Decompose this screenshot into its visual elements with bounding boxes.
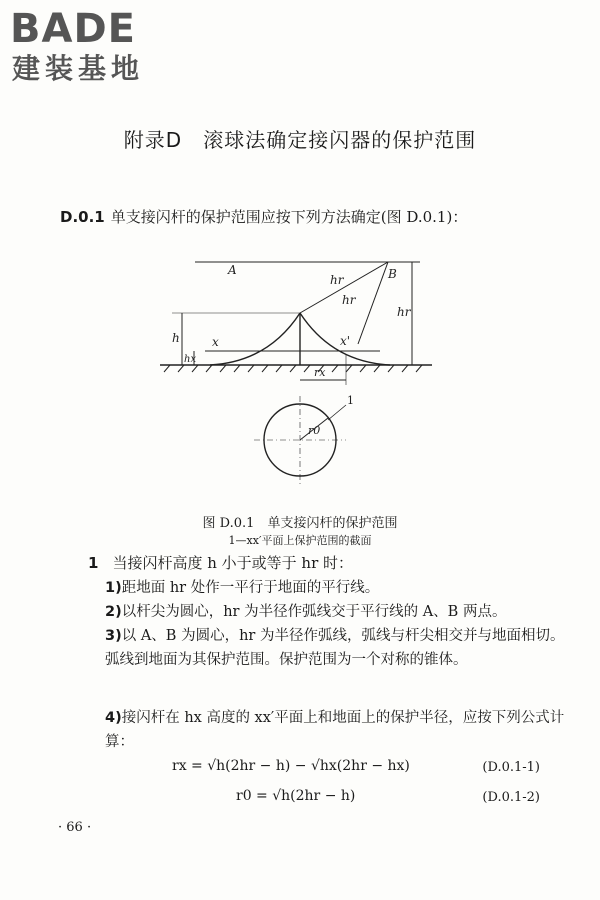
subitem-text: 接闪杆在 hx 高度的 xx′平面上和地面上的保护半径，应按下列公式计算： [105,710,565,750]
subitem-3 [105,624,565,672]
clause-number: D.0.1 [60,208,105,226]
label-A: A [228,263,237,277]
subitem-text: 以杆尖为圆心，hr 为半径作弧线交于平行线的 A、B 两点。 [121,604,507,620]
clause-text: 单支接闪杆的保护范围应按下列方法确定(图 D.0.1)： [110,208,468,226]
label-1: 1 [347,394,354,407]
label-hr-2: hr [342,293,356,307]
clause-d01 [60,206,467,227]
subitem-number: 3) [105,628,122,644]
label-h: h [172,331,180,345]
subitem-number: 1) [105,580,122,596]
formula-2: r0 = √h(2hr − h) [236,788,356,804]
leader-line-1 [328,405,346,420]
protection-range-diagram [150,240,440,490]
subitem-text: 距地面 hr 处作一平行于地面的平行线。 [121,580,380,596]
ground-hatching [164,365,422,372]
subitem-number: 4) [105,710,122,726]
radius-line-ground [358,262,388,344]
logo-brand: BADE [10,6,136,52]
label-hr-3: hr [397,305,411,319]
label-x: x [212,335,219,349]
logo-subtitle: 建装基地 [12,52,145,84]
figure-subcaption: 1—xx′平面上保护范围的截面 [228,534,372,547]
formula-1: rx = √h(2hr − h) − √hx(2hr − hx) [172,758,410,774]
left-arc [210,313,300,365]
label-rx: rx [314,366,326,379]
label-hx: hx [184,354,197,365]
label-r0: r0 [308,424,321,437]
subitem-2 [105,600,565,624]
label-hr-1: hr [330,273,344,287]
label-x-prime: x' [340,334,351,348]
formula-1-number: (D.0.1-1) [482,760,540,775]
subitem-4 [105,706,565,754]
page-title: 附录D 滚球法确定接闪器的保护范围 [123,128,477,152]
label-B: B [388,267,397,281]
formula-2-number: (D.0.1-2) [482,790,540,805]
subitem-number: 2) [105,604,122,620]
subitem-text: 以 A、B 为圆心，hr 为半径作弧线，弧线与杆尖相交并与地面相切。弧线到地面为其保护范围。保护范围为一个对称的锥体。 [105,628,565,668]
item-1 [88,552,353,573]
item-1-number: 1 [88,554,99,572]
item-1-text: 当接闪杆高度 h 小于或等于 hr 时： [112,554,354,572]
figure-caption: 图 D.0.1 单支接闪杆的保护范围 [202,516,398,531]
page-number: · 66 · [58,820,92,835]
subitem-1 [105,576,565,600]
bade-logo [8,4,178,84]
